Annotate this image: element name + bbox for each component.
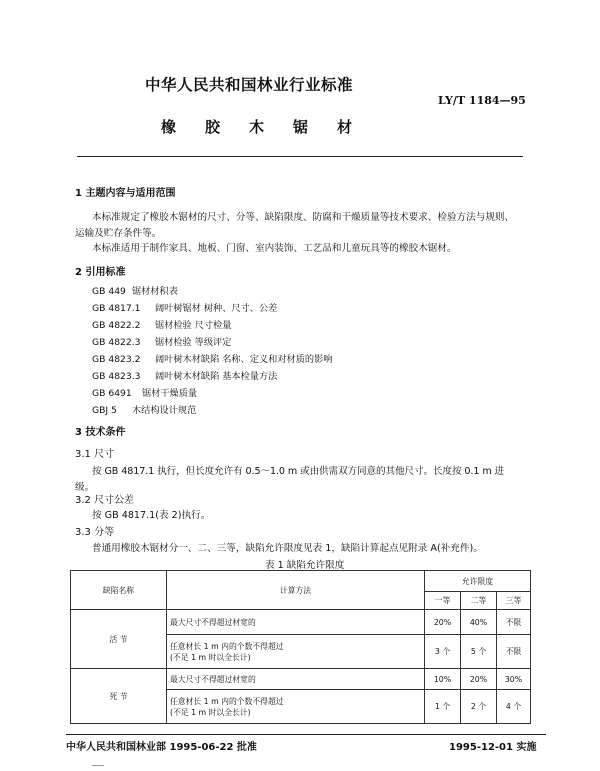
method-line: 任意材长 1 m 内的个数不得超过 — [170, 696, 284, 706]
section-2-heading: 2 引用标准 — [75, 267, 126, 278]
standard-org-title: 中华人民共和国林业行业标准 — [145, 76, 354, 94]
page-mark — [92, 765, 104, 766]
reference-code: GB 449 — [92, 286, 126, 297]
grade-value: 2 个 — [461, 690, 497, 724]
defect-limits-table — [70, 570, 531, 724]
section-1-paragraph-2: 本标准适用于制作家具、地板、门窗、室内装饰、工艺品和儿童玩具等的橡胶木锯材。 — [92, 243, 457, 254]
header-method: 计算方法 — [167, 571, 425, 610]
reference-title: 锯材干燥质量 — [142, 388, 198, 399]
method-cell: 最大尺寸不得超过材宽的 — [167, 669, 425, 690]
reference-code: GB 4823.2 — [92, 354, 141, 365]
grade-value: 不限 — [497, 610, 531, 635]
table-caption: 表 1 缺陷允许限度 — [265, 560, 345, 571]
document-title: 橡胶木锯材 — [161, 118, 382, 136]
header-grade-1: 一等 — [425, 592, 461, 610]
section-1-paragraph-1: 本标准规定了橡胶木锯材的尺寸、分等、缺陷限度、防腐和干燥质量等技术要求、检验方法与规则、 — [92, 212, 515, 223]
header-defect-name: 缺陷名称 — [71, 571, 167, 610]
reference-item — [92, 283, 178, 297]
grade-value: 5 个 — [461, 635, 497, 669]
reference-item — [92, 368, 277, 382]
reference-code: GB 4822.3 — [92, 337, 141, 348]
method-note: (不足 1 m 时以全长计) — [170, 652, 251, 662]
reference-title: 锯材检验 等级评定 — [155, 337, 232, 348]
method-cell: 最大尺寸不得超过材宽的 — [167, 610, 425, 635]
grade-value: 40% — [461, 610, 497, 635]
subsection-3-1-heading: 3.1 尺寸 — [75, 449, 115, 460]
header-grade-3: 三等 — [497, 592, 531, 610]
header-divider — [77, 156, 523, 157]
footer-divider — [66, 734, 546, 735]
reference-code: GBJ 5 — [92, 405, 117, 416]
grade-value: 10% — [425, 669, 461, 690]
defect-name: 活 节 — [71, 610, 167, 669]
reference-item — [92, 334, 231, 348]
reference-title: 阔叶树木材缺陷 基本检量方法 — [155, 371, 278, 382]
grade-value: 30% — [497, 669, 531, 690]
table-row — [71, 669, 531, 690]
reference-title: 木结构设计规范 — [132, 405, 197, 416]
reference-item — [92, 402, 196, 416]
section-3-heading: 3 技术条件 — [75, 427, 126, 438]
reference-title: 阔叶树锯材 树种、尺寸、公差 — [155, 303, 278, 314]
approval-line: 中华人民共和国林业部 1995-06-22 批准 — [66, 742, 257, 753]
subsection-3-3-heading: 3.3 分等 — [75, 527, 115, 538]
grade-value: 20% — [461, 669, 497, 690]
subsection-3-2-heading: 3.2 尺寸公差 — [75, 495, 135, 506]
reference-code: GB 4822.2 — [92, 320, 141, 331]
subsection-3-1-paragraph-cont: 级。 — [75, 482, 95, 493]
section-1-heading: 1 主题内容与适用范围 — [75, 188, 176, 199]
header-grade-2: 二等 — [461, 592, 497, 610]
reference-item — [92, 351, 332, 365]
grade-value: 20% — [425, 610, 461, 635]
reference-code: GB 4817.1 — [92, 303, 141, 314]
table-row — [71, 610, 531, 635]
method-cell — [167, 635, 425, 669]
method-note: (不足 1 m 时以全长计) — [170, 707, 251, 717]
reference-title: 阔叶树木材缺陷 名称、定义和对材质的影响 — [155, 354, 333, 365]
implementation-date: 1995-12-01 实施 — [449, 742, 537, 753]
reference-title: 锯材材积表 — [132, 286, 178, 297]
reference-code: GB 4823.3 — [92, 371, 141, 382]
reference-item — [92, 317, 231, 331]
subsection-3-3-paragraph: 普通用橡胶木锯材分一、二、三等，缺陷允许限度见表 1，缺陷计算起点见附录 A(补充件)。 — [92, 543, 483, 554]
reference-item — [92, 300, 277, 314]
header-allowance: 允许限度 — [425, 571, 531, 592]
reference-title: 锯材检验 尺寸检量 — [155, 320, 232, 331]
reference-item — [92, 385, 197, 399]
reference-code: GB 6491 — [92, 388, 132, 399]
table-header-row — [71, 571, 531, 592]
subsection-3-1-paragraph: 按 GB 4817.1 执行，但长度允许有 0.5～1.0 m 或由供需双方同意的其他尺寸。长度按 0.1 m 进 — [92, 466, 505, 477]
method-cell — [167, 690, 425, 724]
defect-name: 死 节 — [71, 669, 167, 724]
grade-value: 3 个 — [425, 635, 461, 669]
standard-code: LY/T 1184—95 — [438, 94, 526, 107]
method-line: 任意材长 1 m 内的个数不得超过 — [170, 641, 284, 651]
grade-value: 4 个 — [497, 690, 531, 724]
grade-value: 不限 — [497, 635, 531, 669]
grade-value: 1 个 — [425, 690, 461, 724]
section-1-paragraph-1-cont: 运输及贮存条件等。 — [75, 228, 162, 239]
subsection-3-2-paragraph: 按 GB 4817.1(表 2)执行。 — [92, 510, 211, 521]
